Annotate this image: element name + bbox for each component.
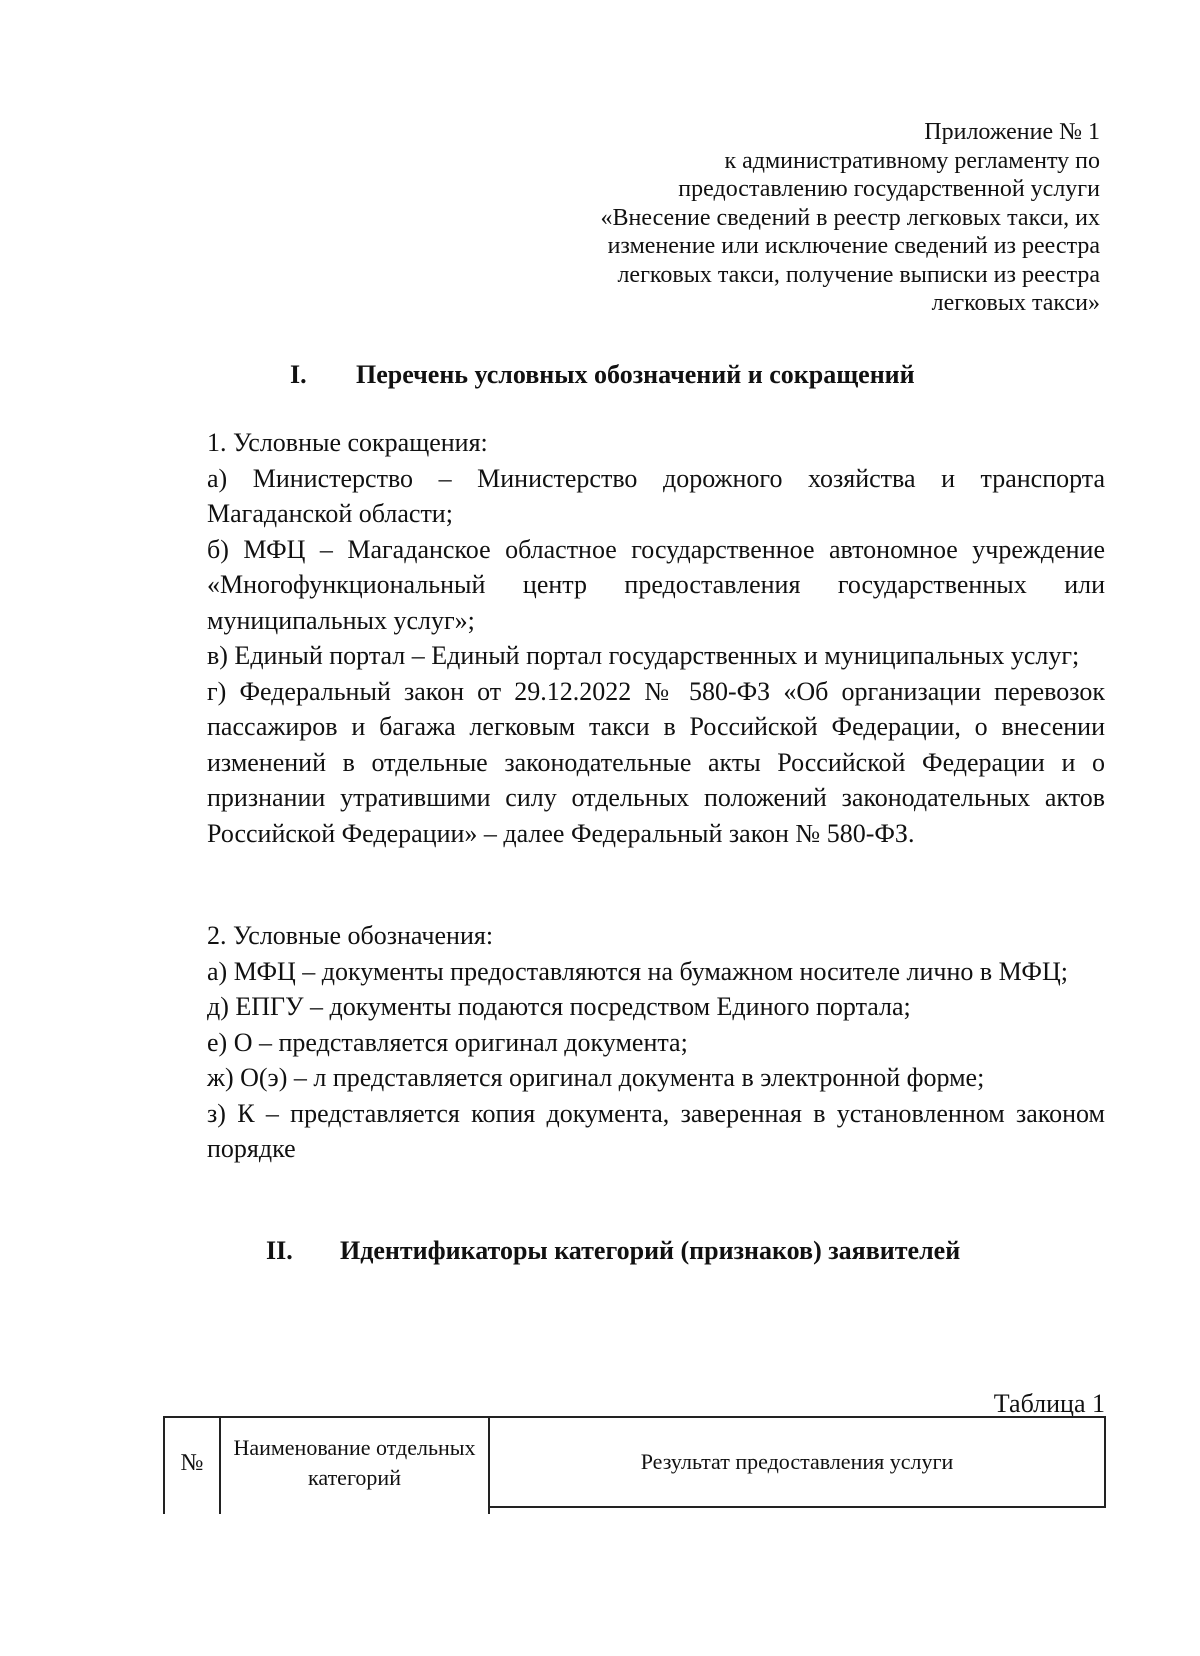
abbreviation-item: г) Федеральный закон от 29.12.2022 № 580-ФЗ «Об организации перевозок пассажиров и багажа легковым такси в Российской Федерации, о внесении изменений в отдельные законодательные акты Российской Федерации и о признании утратившими силу отдельных положений законодательных актов Российской Федерации» – далее Федеральный закон № 580-ФЗ. [207,676,1105,848]
categories-table [163,1416,1106,1514]
designation-item: е) О – представляется оригинал документа; [207,1027,688,1057]
table-caption: Таблица 1 [993,1389,1105,1418]
table-cell [164,1507,220,1514]
annex-header [540,118,1100,318]
designation-item: д) ЕПГУ – документы подаются посредством Единого портала; [207,992,911,1021]
annex-line: Приложение № 1 [924,119,1100,145]
designations-block [207,918,1105,1167]
designations-heading: 2. Условные обозначения: [207,921,494,950]
abbreviation-item: б) МФЦ – Магаданское областное государственное автономное учреждение «Многофункциональный центр предоставления государственных или муниципальных услуг»; [207,534,1105,635]
abbreviation-item: а) Министерство – Министерство дорожного хозяйства и транспорта Магаданской области; [207,463,1105,528]
table-cell [489,1507,1105,1514]
abbreviation-item: в) Единый портал – Единый портал государственных и муниципальных услуг; [207,641,1080,670]
annex-line: легковых такси, получение выписки из реестра [617,261,1100,288]
annex-line: предоставлению государственной услуги [678,176,1100,202]
annex-line: «Внесение сведений в реестр легковых такси, их [600,204,1100,231]
section-number: II. [266,1236,293,1265]
section-title: Перечень условных обозначений и сокращений [356,360,915,389]
section-title: Идентификаторы категорий (признаков) заявителей [340,1236,961,1265]
column-header-result: Результат предоставления услуги [489,1417,1105,1507]
abbreviations-heading: 1. Условные сокращения: [207,428,488,457]
column-header-number: № [164,1417,220,1507]
annex-line: легковых такси» [931,290,1100,316]
table-cell [220,1507,489,1514]
abbreviations-block [207,425,1105,851]
column-header-category: Наименование отдельных категорий [220,1417,489,1507]
section-number: I. [290,360,307,389]
table-row [164,1507,1105,1514]
table-header-row [164,1417,1105,1507]
designation-item: з) К – представляется копия документа, заверенная в установленном законом порядке [207,1098,1105,1163]
annex-line: к административному регламенту по [724,147,1100,174]
designation-item: ж) О(э) – л представляется оригинал документа в электронной форме; [207,1063,985,1092]
designation-item: а) МФЦ – документы предоставляются на бумажном носителе лично в МФЦ; [207,956,1068,986]
annex-line: изменение или исключение сведений из реестра [607,233,1100,259]
